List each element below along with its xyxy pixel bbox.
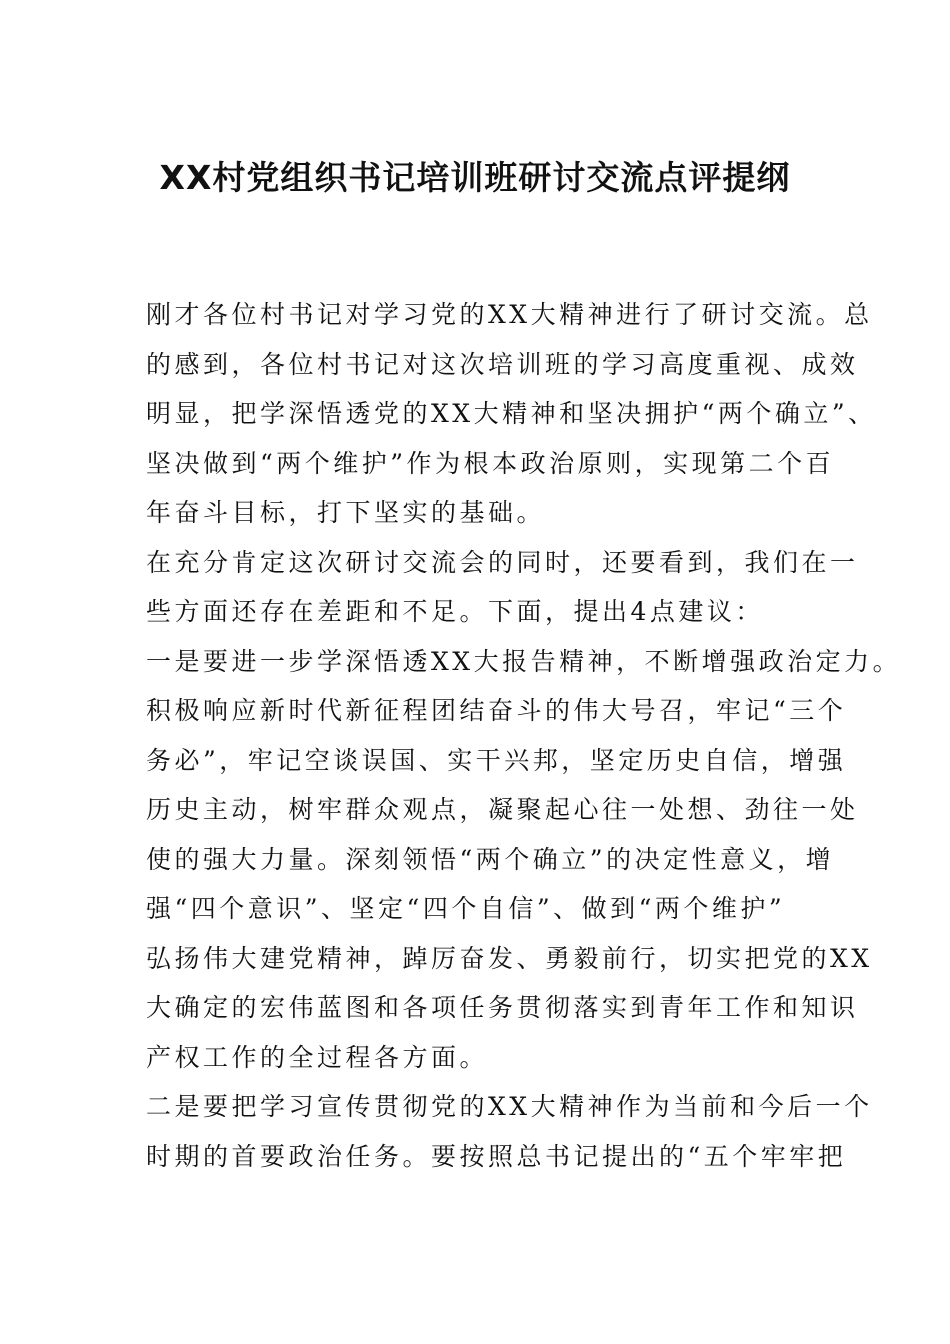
body-line: 时期的首要政治任务。要按照总书记提出的“五个牢牢把 <box>146 1141 847 1171</box>
body-line: 强“四个意识”、坚定“四个自信”、做到“两个维护” <box>146 894 786 923</box>
body-line: 大确定的宏伟蓝图和各项任务贯彻落实到青年工作和知识 <box>146 993 859 1022</box>
document-title: XX村党组织书记培训班研讨交流点评提纲 <box>159 158 791 197</box>
body-line: 使的强大力量。深刻领悟“两个确立”的决定性意义，增 <box>146 844 835 874</box>
body-line: 的感到，各位村书记对这次培训班的学习高度重视、成效 <box>146 349 859 379</box>
body-line: 些方面还存在差距和不足。下面，提出4点建议： <box>146 597 764 626</box>
body-line: 刚才各位村书记对学习党的XX大精神进行了研讨交流。总 <box>146 300 873 329</box>
body-line: 务必”，牢记空谈误国、实干兴邦，坚定历史自信，增强 <box>146 745 847 775</box>
body-line: 产权工作的全过程各方面。 <box>146 1042 489 1072</box>
body-line: 明显，把学深悟透党的XX大精神和坚决拥护“两个确立”、 <box>146 399 877 428</box>
document-body <box>146 290 902 1181</box>
body-line: 历史主动，树牢群众观点，凝聚起心往一处想、劲往一处 <box>146 795 859 824</box>
body-line: 在充分肯定这次研讨交流会的同时，还要看到，我们在一 <box>146 547 859 577</box>
body-line: 二是要把学习宣传贯彻党的XX大精神作为当前和今后一个 <box>146 1092 873 1121</box>
body-line: 弘扬伟大建党精神，踔厉奋发、勇毅前行，切实把党的XX <box>146 943 873 973</box>
body-line: 积极响应新时代新征程团结奋斗的伟大号召，牢记“三个 <box>146 696 847 725</box>
body-line: 一是要进一步学深悟透XX大报告精神，不断增强政治定力。 <box>146 646 902 676</box>
body-line: 年奋斗目标，打下坚实的基础。 <box>146 498 546 527</box>
body-line: 坚决做到“两个维护”作为根本政治原则，实现第二个百 <box>146 448 835 478</box>
